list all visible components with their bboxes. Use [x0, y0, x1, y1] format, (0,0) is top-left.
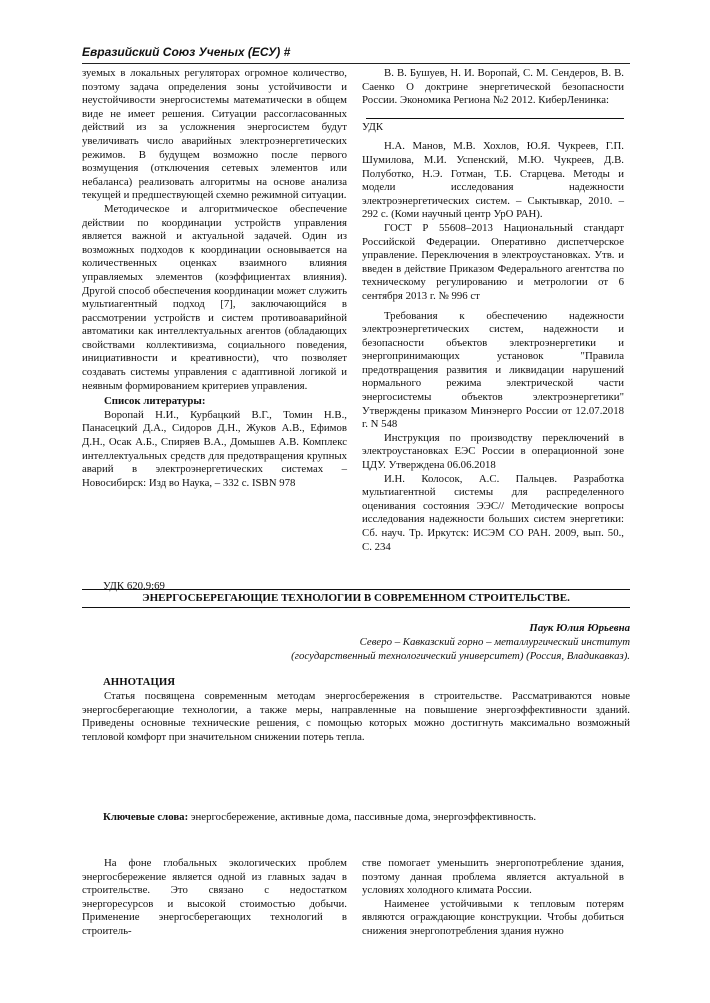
- reference-7: И.Н. Колосок, А.С. Пальцев. Разработка мультиагентной системы для распределенного оценивания состояния ЭЭС// Методические вопросы исследования надежности больших систем энергетики: Сб. науч. Тр. Иркутск: ИСЭМ СО РАН. 2009, вып. 50., С. 234: [362, 472, 624, 553]
- left-paragraph-2: Методическое и алгоритмическое обеспечение действии по координации устройств управления является важной и актуальной задачей. Один из возможных подходов к координации основывается на количественных оценках взаимного влияния управляемых элементов (коэффициентах влияния). Другой способ обеспечения координации может служить мультиагентный подход [7], заключающийся в рассмотрении устройств и систем противоаварийной автоматики как интеллектуальных агентов (обладающих свойствами коллективизма, социального поведения, инициативности и креативности), что позволяет создавать системы управления с адаптивной логикой и неявным формированием критериев управления.: [82, 202, 347, 392]
- journal-header: Евразийский Союз Ученых (ЕСУ) #: [82, 46, 630, 64]
- affiliation-line-2: (государственный технологический университет) (Россия, Владикавказ).: [291, 649, 630, 662]
- annotation-title: АННОТАЦИЯ: [103, 676, 176, 688]
- annotation: [82, 690, 630, 744]
- reference-1: Воропай Н.И., Курбацкий В.Г., Томин Н.В., Панасецкий Д.А., Сидоров Д.Н., Жуков А.В., Ефимов Д.Н., Осак А.Б., Спиряев В.А., Домышев А.В. Комплекс интеллектуальных средств для предотвращения крупных аварий в электроэнергетических системах – Новосибирск: Изд во Наука, – 332 с. ISBN 978: [82, 408, 347, 489]
- reference-rule: [362, 108, 624, 119]
- reference-2: В. В. Бушуев, Н. И. Воропай, С. М. Сендеров, В. В. Саенко О доктрине энергетической безопасности России. Экономика Региона №2 2012. КиберЛенинка:: [362, 67, 624, 107]
- keywords: [103, 811, 630, 825]
- article-udk: УДК 620.9:69: [103, 580, 165, 592]
- body-right-column: [362, 857, 624, 939]
- left-paragraph-1: зуемых в локальных регуляторах огромное количество, поэтому задача определения зоны устойчивости и неустойчивости энергосистемы математически в общем виде не имеет решения. Ситуации рассогласованных действий из за усложнения энергосистем будут увеличивать число аварийных электроэнергетических режимов. В будущем возможно после первого возмущения (отключения сетевых элементов или небаланса) реализовать алгоритмы на основе анализа текущей и предшествующей схемно режимной ситуации.: [82, 67, 347, 202]
- reference-udk-label: УДК: [362, 120, 384, 133]
- annotation-text: Статья посвящена современным методам энергосбережения в строительстве. Рассматриваются новые энергосберегающие технологии, а также меры, направленные на повышение энергоэффективности зданий. Приведены основные технические решения, с помощью которых можно достигнуть максимально возможный тепловой комфорт при значительном снижении потерь тепла.: [82, 690, 630, 743]
- article-title: ЭНЕРГОСБЕРЕГАЮЩИЕ ТЕХНОЛОГИИ В СОВРЕМЕННОМ СТРОИТЕЛЬСТВЕ.: [82, 589, 630, 608]
- body-paragraph-2: стве помогает уменьшить энергопотребление здания, поэтому данная проблема является актуальной в условиях холодного климата России.: [362, 857, 624, 897]
- reference-4: ГОСТ Р 55608–2013 Национальный стандарт Российской Федерации. Оперативно диспетчерское управление. Переключения в электроустановках. Утв. и введен в действие Приказом Федерального агентства по техническому регулированию и метрологии от 6 сентября 2013 г. № 996 ст: [362, 221, 624, 302]
- body-paragraph-3: Наименее устойчивыми к тепловым потерям являются ограждающие конструкции. Чтобы добиться снижения энергопотребления здания нужно: [362, 897, 624, 937]
- body-left-column: [82, 857, 347, 939]
- body-paragraph-1: На фоне глобальных экологических проблем энергосбережение является одной из главных задач в строительстве. Это связано с недостатком энергоресурсов и высокой стоимостью добычи. Применение энергосберегающих технологий в строитель-: [82, 857, 347, 937]
- left-column: [82, 67, 347, 490]
- keywords-text: энергосбережение, активные дома, пассивные дома, энергоэффективность.: [190, 811, 537, 823]
- reference-3: Н.А. Манов, М.В. Хохлов, Ю.Я. Чукреев, Г.П. Шумилова, М.И. Успенский, М.Ю. Чукреев, Д.В. Полуботко, Н.Э. Готман, Т.Б. Старцева. Методы и модели исследования надежности электроэнергетических систем. – Сыктывкар, 2010. – 292 с. (Коми научный центр УрО РАН).: [362, 140, 624, 221]
- reference-5: Требования к обеспечению надежности электроэнергетических систем, надежности и безопасности объектов электроэнергетики и энергопринимающих установок "Правила предотвращения развития и ликвидации нарушений нормального режима электрической части энергосистемы объектов электроэнергетики" Утверждены приказом Минэнерго России от 12.07.2018 г. N 548: [362, 309, 624, 431]
- reference-6: Инструкция по производству переключений в электроустановках ЕЭС России в операционной зоне ЦДУ. Утверждена 06.06.2018: [362, 431, 624, 472]
- references-title: Список литературы:: [104, 395, 206, 408]
- author-affiliation: [82, 636, 630, 663]
- article-author: Паук Юлия Юрьевна: [529, 622, 630, 634]
- right-column: [362, 67, 624, 554]
- keywords-label: Ключевые слова:: [103, 811, 189, 823]
- affiliation-line-1: Северо – Кавказский горно – металлургический институт: [359, 636, 630, 648]
